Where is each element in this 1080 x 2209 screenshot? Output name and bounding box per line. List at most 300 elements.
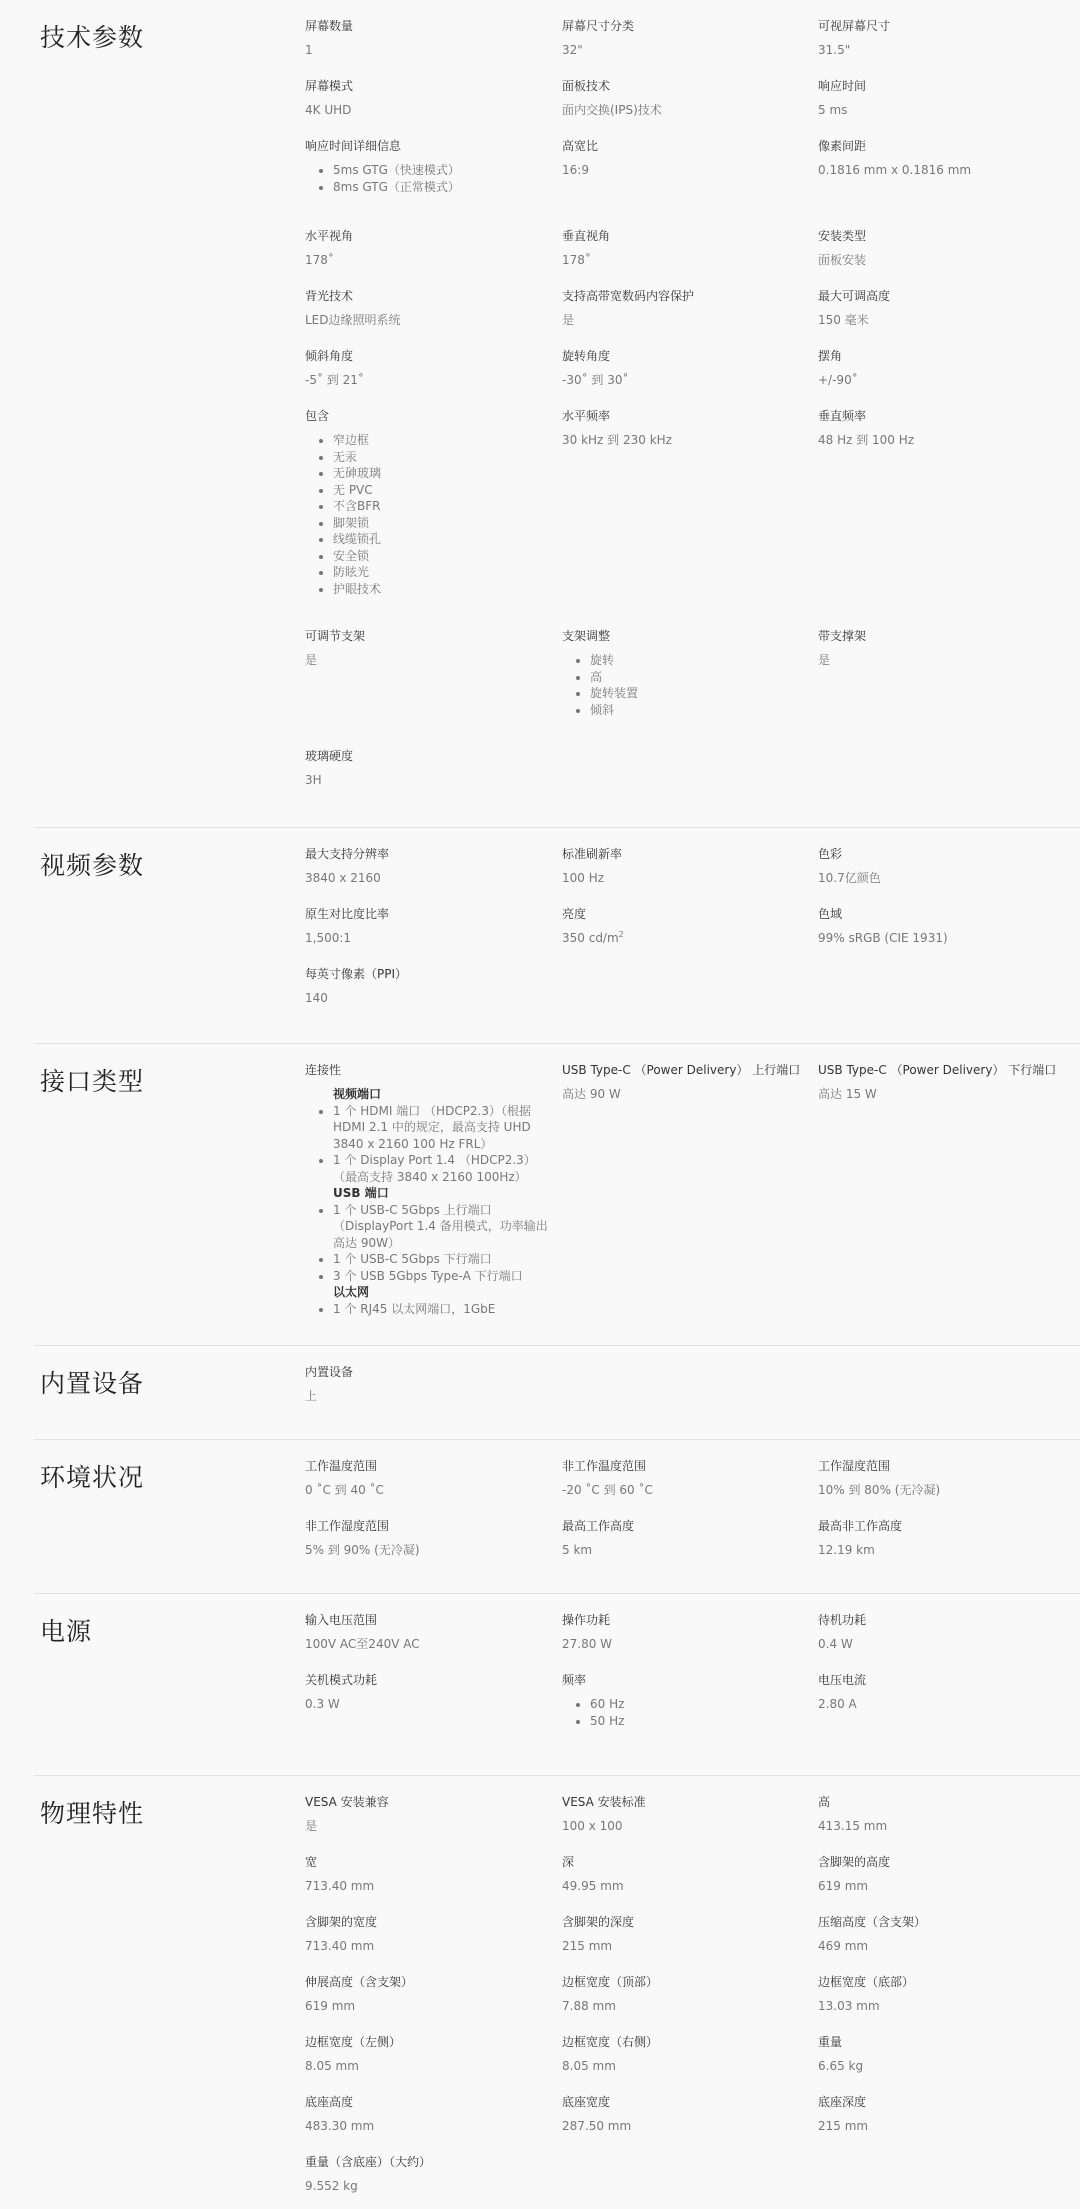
spec-value — [818, 432, 1063, 448]
spec-value — [305, 870, 550, 886]
spec-value-text: 413.15 mm — [818, 1819, 888, 1833]
spec-label: 响应时间 — [818, 79, 867, 93]
spec-label: 最高工作高度 — [562, 1519, 635, 1533]
spec-item — [818, 348, 1063, 388]
spec-item — [305, 1458, 550, 1498]
spec-label: 带支撑架 — [818, 629, 867, 643]
spec-value-text: -30˚ 到 30˚ — [562, 373, 629, 387]
list-item: • 窄边框 — [333, 432, 550, 449]
spec-item — [305, 1062, 550, 1317]
spec-value-text: 713.40 mm — [305, 1879, 375, 1893]
spec-label: 摆角 — [818, 349, 843, 363]
spec-value-text: 100 Hz — [562, 871, 605, 885]
list-item: • 高 — [590, 669, 807, 686]
spec-value-text: 0.4 W — [818, 1637, 853, 1651]
spec-value-text: 140 — [305, 991, 328, 1005]
spec-value-text: 150 毫米 — [818, 313, 869, 327]
spec-label: 标准刷新率 — [562, 847, 623, 861]
section-environment — [34, 1440, 1080, 1594]
section-title: 环境状况 — [40, 1463, 145, 1492]
spec-item — [818, 1794, 1063, 1834]
spec-label: 电压电流 — [818, 1673, 867, 1687]
spec-label: 深 — [562, 1855, 575, 1869]
spec-value-text: 31.5" — [818, 43, 851, 57]
spec-value — [305, 1636, 550, 1652]
list-item: • 1 个 HDMI 端口 （HDCP2.3）（根据 HDMI 2.1 中的规定，最高支持 UHD 3840 x 2160 100 Hz FRL） — [333, 1103, 550, 1153]
spec-value-text: 99% sRGB (CIE 1931) — [818, 931, 948, 945]
spec-item — [562, 138, 807, 178]
spec-value-text: -5˚ 到 21˚ — [305, 373, 364, 387]
spec-value — [818, 252, 1063, 268]
spec-label: 边框宽度（顶部） — [562, 1975, 659, 1989]
spec-item — [305, 1914, 550, 1954]
section-title: 电源 — [40, 1617, 93, 1646]
spec-label: USB Type-C （Power Delivery） 上行端口 — [562, 1063, 801, 1077]
spec-item — [305, 748, 550, 788]
spec-item — [818, 846, 1063, 886]
spec-item — [305, 288, 550, 328]
spec-label: 垂直频率 — [818, 409, 867, 423]
spec-value — [818, 1878, 1063, 1894]
spec-value — [305, 42, 550, 58]
spec-label: 每英寸像素（PPI） — [305, 967, 408, 981]
spec-value-text: 13.03 mm — [818, 1999, 880, 2013]
spec-item — [305, 628, 550, 668]
spec-label: 倾斜角度 — [305, 349, 354, 363]
spec-value-text: 3840 x 2160 — [305, 871, 381, 885]
spec-grid — [305, 828, 1080, 1044]
list-item: • 无 PVC — [333, 482, 550, 499]
spec-value — [818, 372, 1063, 388]
list-item: • 5ms GTG（快速模式） — [333, 162, 550, 179]
spec-label: 屏幕尺寸分类 — [562, 19, 635, 33]
spec-value — [305, 102, 550, 118]
spec-label: 原生对比度比率 — [305, 907, 390, 921]
spec-value-text: 178˚ — [305, 253, 334, 267]
list-item: • 无汞 — [333, 449, 550, 466]
section-interfaces — [34, 1044, 1080, 1346]
spec-value-text: 12.19 km — [818, 1543, 875, 1557]
spec-value — [562, 1636, 807, 1652]
spec-label: 旋转角度 — [562, 349, 611, 363]
spec-value-list — [305, 162, 550, 195]
section-built-in-devices — [34, 1346, 1080, 1440]
spec-value — [818, 1938, 1063, 1954]
spec-value-text: 5 ms — [818, 103, 848, 117]
spec-label: 水平视角 — [305, 229, 354, 243]
spec-item — [305, 1974, 550, 2014]
spec-value-text: 是 — [562, 313, 575, 327]
spec-label: 重量 — [818, 2035, 843, 2049]
spec-item — [305, 138, 550, 195]
spec-value — [818, 2118, 1063, 2134]
spec-value-text: 178˚ — [562, 253, 591, 267]
spec-value-text: 9.552 kg — [305, 2179, 358, 2193]
list-item: • 60 Hz — [590, 1696, 807, 1713]
spec-value — [305, 1482, 550, 1498]
spec-item — [305, 1518, 550, 1558]
list-item: • 旋转 — [590, 652, 807, 669]
spec-value — [818, 42, 1063, 58]
spec-grid — [305, 1044, 1080, 1346]
spec-value — [818, 1818, 1063, 1834]
list-item: • 8ms GTG（正常模式） — [333, 179, 550, 196]
spec-value — [562, 1938, 807, 1954]
spec-item — [818, 1854, 1063, 1894]
spec-item — [562, 906, 807, 946]
spec-label: 屏幕模式 — [305, 79, 354, 93]
list-item: • 1 个 USB-C 5Gbps 下行端口 — [333, 1251, 550, 1268]
list-item: • 1 个 RJ45 以太网端口，1GbE — [333, 1301, 550, 1318]
spec-label: 含脚架的高度 — [818, 1855, 891, 1869]
spec-item — [562, 846, 807, 886]
spec-grid — [305, 1776, 1080, 2209]
spec-value-text: 高达 90 W — [562, 1087, 621, 1101]
spec-label: 亮度 — [562, 907, 587, 921]
spec-value — [562, 102, 807, 118]
spec-value-text: 30 kHz 到 230 kHz — [562, 433, 672, 447]
section-video-specs — [34, 828, 1080, 1044]
spec-value — [818, 102, 1063, 118]
spec-label: 操作功耗 — [562, 1613, 611, 1627]
spec-item — [305, 846, 550, 886]
list-item: • 倾斜 — [590, 702, 807, 719]
spec-value-text: 619 mm — [305, 1999, 356, 2013]
section-physical — [34, 1776, 1080, 2209]
spec-value — [818, 870, 1063, 886]
spec-value — [818, 312, 1063, 328]
spec-value-text: 48 Hz 到 100 Hz — [818, 433, 915, 447]
spec-item — [562, 348, 807, 388]
list-item: • 1 个 Display Port 1.4 （HDCP2.3）（最高支持 3840 x 2160 100Hz） — [333, 1152, 550, 1185]
spec-label: 屏幕数量 — [305, 19, 354, 33]
spec-label: 最高非工作高度 — [818, 1519, 903, 1533]
spec-item — [818, 408, 1063, 448]
spec-value-text: 27.80 W — [562, 1637, 613, 1651]
spec-value — [305, 1818, 550, 1834]
spec-value — [562, 1542, 807, 1558]
spec-value-text: 5 km — [562, 1543, 593, 1557]
spec-label: VESA 安装兼容 — [305, 1795, 389, 1809]
spec-value — [305, 772, 550, 788]
spec-item — [305, 906, 550, 946]
spec-value — [818, 1696, 1063, 1712]
spec-item — [305, 78, 550, 118]
spec-item — [562, 1062, 807, 1102]
spec-item — [818, 288, 1063, 328]
spec-item — [305, 1794, 550, 1834]
section-power — [34, 1594, 1080, 1776]
spec-item — [305, 18, 550, 58]
list-item: • 无砷玻璃 — [333, 465, 550, 482]
spec-value — [562, 252, 807, 268]
spec-value-list — [562, 652, 807, 718]
spec-label: 伸展高度（含支架） — [305, 1975, 414, 1989]
spec-item — [305, 1854, 550, 1894]
spec-label: 压缩高度（含支架） — [818, 1915, 927, 1929]
spec-item — [305, 1672, 550, 1712]
spec-item — [305, 228, 550, 268]
spec-value-list — [562, 1696, 807, 1729]
spec-label: 内置设备 — [305, 1365, 354, 1379]
spec-item — [818, 138, 1063, 178]
spec-value — [305, 1998, 550, 2014]
spec-value — [305, 1938, 550, 1954]
spec-item — [818, 18, 1063, 58]
spec-item — [305, 348, 550, 388]
spec-value-text: 32" — [562, 43, 583, 57]
spec-label: 底座深度 — [818, 2095, 867, 2109]
spec-value — [562, 1482, 807, 1498]
spec-label: VESA 安装标准 — [562, 1795, 646, 1809]
section-title: 技术参数 — [40, 23, 145, 52]
spec-value — [305, 990, 550, 1006]
spec-value-text: 面板安装 — [818, 253, 867, 267]
list-subheading: 以太网 — [333, 1285, 370, 1299]
list-subheading: 视频端口 — [333, 1087, 382, 1101]
spec-label: 色域 — [818, 907, 843, 921]
spec-label: 工作温度范围 — [305, 1459, 378, 1473]
spec-grid — [305, 1594, 1080, 1776]
section-title: 内置设备 — [40, 1369, 145, 1398]
spec-value-list — [305, 432, 550, 597]
spec-value — [562, 1878, 807, 1894]
spec-label: 连接性 — [305, 1063, 342, 1077]
spec-label: 非工作湿度范围 — [305, 1519, 390, 1533]
list-item: • 不含BFR — [333, 498, 550, 515]
spec-label: 水平频率 — [562, 409, 611, 423]
spec-label: 底座高度 — [305, 2095, 354, 2109]
spec-value — [562, 432, 807, 448]
list-item: • 线缆锁孔 — [333, 531, 550, 548]
spec-label: 工作湿度范围 — [818, 1459, 891, 1473]
spec-value — [818, 1482, 1063, 1498]
spec-value — [562, 42, 807, 58]
spec-item — [818, 628, 1063, 668]
spec-item — [562, 1914, 807, 1954]
spec-value-text: +/-90˚ — [818, 373, 858, 387]
spec-value — [818, 162, 1063, 178]
spec-value-text: 0.1816 mm x 0.1816 mm — [818, 163, 972, 177]
spec-value-text: 215 mm — [562, 1939, 613, 1953]
spec-label: 安装类型 — [818, 229, 867, 243]
list-subheading: USB 端口 — [333, 1186, 389, 1200]
spec-label: 待机功耗 — [818, 1613, 867, 1627]
section-title: 物理特性 — [40, 1799, 145, 1828]
spec-item — [305, 408, 550, 597]
spec-value — [818, 930, 1063, 946]
spec-label: 包含 — [305, 409, 330, 423]
spec-item — [562, 1672, 807, 1729]
spec-value-text: 高达 15 W — [818, 1087, 877, 1101]
spec-value-text: LED边缘照明系统 — [305, 313, 401, 327]
spec-value-text: 49.95 mm — [562, 1879, 624, 1893]
spec-item — [818, 2034, 1063, 2074]
spec-grid — [305, 1440, 1080, 1594]
spec-label: 含脚架的深度 — [562, 1915, 635, 1929]
spec-item — [818, 1672, 1063, 1712]
spec-value — [305, 652, 550, 668]
spec-value-text: 5% 到 90% (无冷凝) — [305, 1543, 420, 1557]
spec-value-text: 1,500:1 — [305, 931, 352, 945]
spec-item — [562, 1612, 807, 1652]
spec-item — [305, 1364, 550, 1404]
spec-label: 可视屏幕尺寸 — [818, 19, 891, 33]
spec-value-list — [305, 1086, 550, 1317]
spec-value — [562, 372, 807, 388]
spec-value-text: 215 mm — [818, 2119, 869, 2133]
spec-label: 支持高带宽数码内容保护 — [562, 289, 695, 303]
spec-label: 输入电压范围 — [305, 1613, 378, 1627]
spec-item — [818, 228, 1063, 268]
spec-value — [305, 1388, 550, 1404]
spec-value — [305, 2118, 550, 2134]
spec-value-text: 10.7亿颜色 — [818, 871, 881, 885]
spec-value — [305, 372, 550, 388]
spec-item — [562, 1518, 807, 1558]
spec-item — [562, 78, 807, 118]
spec-item — [562, 1974, 807, 2014]
list-item: • 安全锁 — [333, 548, 550, 565]
spec-value-text: 100 x 100 — [562, 1819, 623, 1833]
spec-item — [818, 1518, 1063, 1558]
list-item: • 50 Hz — [590, 1713, 807, 1730]
section-title: 接口类型 — [40, 1067, 145, 1096]
spec-item — [818, 1914, 1063, 1954]
spec-label: 重量（含底座）（大约） — [305, 2155, 432, 2169]
spec-label: 最大支持分辨率 — [305, 847, 390, 861]
spec-value — [562, 2058, 807, 2074]
spec-value — [305, 1542, 550, 1558]
spec-value-text: 713.40 mm — [305, 1939, 375, 1953]
spec-value — [305, 1696, 550, 1712]
spec-value-text: 上 — [305, 1389, 318, 1403]
spec-item — [305, 1612, 550, 1652]
spec-value — [305, 252, 550, 268]
spec-label: 含脚架的宽度 — [305, 1915, 378, 1929]
spec-value — [305, 930, 550, 946]
spec-value-text: 1 — [305, 43, 313, 57]
spec-label: 边框宽度（底部） — [818, 1975, 915, 1989]
spec-item — [818, 906, 1063, 946]
spec-label: 面板技术 — [562, 79, 611, 93]
spec-label: 垂直视角 — [562, 229, 611, 243]
spec-item — [562, 1794, 807, 1834]
spec-value-text: 3H — [305, 773, 322, 787]
spec-item — [305, 966, 550, 1006]
spec-value-text: 是 — [305, 1819, 318, 1833]
spec-value — [562, 1818, 807, 1834]
section-tech-specs — [34, 0, 1080, 828]
list-item: • 旋转装置 — [590, 685, 807, 702]
spec-value — [818, 1086, 1063, 1102]
spec-value-text: 面内交换(IPS)技术 — [562, 103, 662, 117]
spec-item — [305, 2154, 550, 2194]
spec-item — [305, 2094, 550, 2134]
spec-value — [818, 1998, 1063, 2014]
spec-label: 可调节支架 — [305, 629, 366, 643]
spec-value-text: 是 — [305, 653, 318, 667]
spec-value — [818, 1542, 1063, 1558]
list-item: • 脚架锁 — [333, 515, 550, 532]
spec-label: 背光技术 — [305, 289, 354, 303]
spec-item — [818, 1974, 1063, 2014]
spec-value — [818, 2058, 1063, 2074]
spec-value — [305, 2178, 550, 2194]
spec-label: 关机模式功耗 — [305, 1673, 378, 1687]
spec-value-text: 4K UHD — [305, 103, 352, 117]
spec-value-text: 8.05 mm — [305, 2059, 359, 2073]
spec-item — [818, 2094, 1063, 2134]
spec-value-text: 469 mm — [818, 1939, 869, 1953]
spec-item — [562, 228, 807, 268]
spec-value-text: 483.30 mm — [305, 2119, 375, 2133]
spec-label: 像素间距 — [818, 139, 867, 153]
spec-item — [562, 288, 807, 328]
spec-value-text: 16:9 — [562, 163, 589, 177]
list-item: • 1 个 USB-C 5Gbps 上行端口（DisplayPort 1.4 备用模式，功率输出高达 90W） — [333, 1202, 550, 1252]
superscript: 2 — [618, 930, 624, 939]
spec-label: 玻璃硬度 — [305, 749, 354, 763]
spec-value — [562, 930, 807, 946]
spec-value — [818, 652, 1063, 668]
spec-label: 支架调整 — [562, 629, 611, 643]
list-item: • 护眼技术 — [333, 581, 550, 598]
spec-value — [562, 870, 807, 886]
spec-value — [818, 1636, 1063, 1652]
spec-item — [562, 2094, 807, 2134]
spec-value-text: 6.65 kg — [818, 2059, 864, 2073]
list-item: • 3 个 USB 5Gbps Type-A 下行端口 — [333, 1268, 550, 1285]
spec-value-text: 100V AC至240V AC — [305, 1637, 420, 1651]
spec-value-text: 0.3 W — [305, 1697, 340, 1711]
spec-label: 边框宽度（左侧） — [305, 2035, 402, 2049]
spec-label: 边框宽度（右侧） — [562, 2035, 659, 2049]
spec-value — [305, 312, 550, 328]
spec-value — [305, 1878, 550, 1894]
spec-item — [562, 628, 807, 718]
spec-value — [562, 312, 807, 328]
spec-label: 高 — [818, 1795, 831, 1809]
spec-item — [562, 1854, 807, 1894]
spec-value — [562, 2118, 807, 2134]
spec-label: 色彩 — [818, 847, 843, 861]
section-title: 视频参数 — [40, 851, 145, 880]
spec-value-text: 是 — [818, 653, 831, 667]
spec-value — [305, 2058, 550, 2074]
spec-value-text: 287.50 mm — [562, 2119, 632, 2133]
spec-label: 高宽比 — [562, 139, 599, 153]
spec-item — [818, 1612, 1063, 1652]
spec-value-text: 8.05 mm — [562, 2059, 616, 2073]
spec-label: 最大可调高度 — [818, 289, 891, 303]
spec-item — [818, 78, 1063, 118]
spec-value-text: -20 ˚C 到 60 ˚C — [562, 1483, 653, 1497]
spec-item — [818, 1458, 1063, 1498]
spec-value-text: 619 mm — [818, 1879, 869, 1893]
spec-item — [562, 408, 807, 448]
spec-value-text: 0 ˚C 到 40 ˚C — [305, 1483, 384, 1497]
spec-value — [562, 162, 807, 178]
spec-label: 宽 — [305, 1855, 318, 1869]
spec-value-text: 10% 到 80% (无冷凝) — [818, 1483, 941, 1497]
spec-label: 非工作温度范围 — [562, 1459, 647, 1473]
spec-label: 响应时间详细信息 — [305, 139, 402, 153]
spec-grid — [305, 0, 1080, 828]
spec-label: 底座宽度 — [562, 2095, 611, 2109]
spec-value — [562, 1998, 807, 2014]
spec-value — [562, 1086, 807, 1102]
